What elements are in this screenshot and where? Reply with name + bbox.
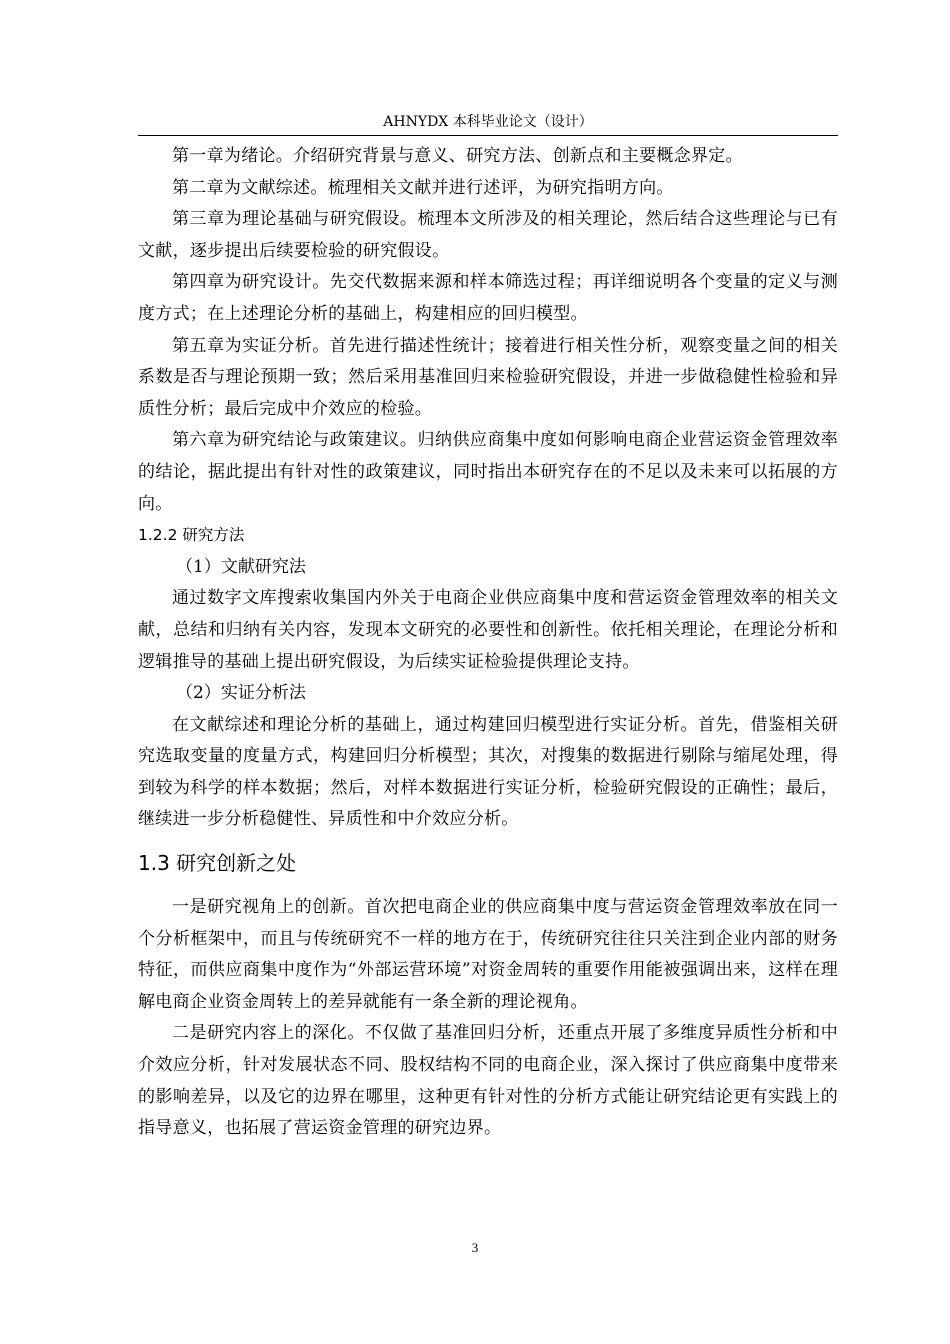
- chapter-5-paragraph: 第五章为实证分析。首先进行描述性统计；接着进行相关性分析，观察变量之间的相关系数是否与理论预期一致；然后采用基准回归来检验研究假设，并进一步做稳健性检验和异质性分析；最后完成中介效应的检验。: [138, 335, 838, 419]
- chapter-1-paragraph: 第一章为绪论。介绍研究背景与意义、研究方法、创新点和主要概念界定。: [172, 146, 743, 166]
- running-header: AHNYDX 本科毕业论文（设计）: [383, 114, 593, 130]
- section-1-2-2-heading: 1.2.2 研究方法: [138, 526, 245, 545]
- innovation-paragraph-1: 一是研究视角上的创新。首次把电商企业的供应商集中度与营运资金管理效率放在同一个分析框架中，而且与传统研究不一样的地方在于，传统研究往往只关注到企业内部的财务特征，而供应商集中度作为“外部运营环境”对资金周转的重要作用能被强调出来，这样在理解电商企业资金周转上的差异就能有一条全新的理论视角。: [138, 897, 838, 1012]
- chapter-6-paragraph: 第六章为研究结论与政策建议。归纳供应商集中度如何影响电商企业营运资金管理效率的结论，据此提出有针对性的政策建议，同时指出本研究存在的不足以及未来可以拓展的方向。: [138, 430, 838, 514]
- innovation-paragraph-2: 二是研究内容上的深化。不仅做了基准回归分析，还重点开展了多维度异质性分析和中介效应分析，针对发展状态不同、股权结构不同的电商企业，深入探讨了供应商集中度带来的影响差异，以及它的边界在哪里，这种更有针对性的分析方式能让研究结论更有实践上的指导意义，也拓展了营运资金管理的研究边界。: [138, 1023, 838, 1139]
- method-2-paragraph: 在文献综述和理论分析的基础上，通过构建回归模型进行实证分析。首先，借鉴相关研究选取变量的度量方式，构建回归分析模型；其次，对搜集的数据进行剔除与缩尾处理，得到较为科学的样本数据；然后，对样本数据进行实证分析，检验研究假设的正确性；最后，继续进一步分析稳健性、异质性和中介效应分析。: [138, 714, 838, 830]
- header-rule: [138, 135, 838, 136]
- method-2-label: （2）实证分析法: [176, 683, 306, 704]
- page-body: [138, 141, 838, 1145]
- chapter-4-paragraph: 第四章为研究设计。先交代数据来源和样本筛选过程；再详细说明各个变量的定义与测度方式；在上述理论分析的基础上，构建相应的回归模型。: [138, 272, 838, 324]
- chapter-2-paragraph: 第二章为文献综述。梳理相关文献并进行述评，为研究指明方向。: [172, 177, 674, 198]
- section-1-3-heading: 1.3 研究创新之处: [138, 851, 297, 876]
- method-1-label: （1）文献研究法: [176, 556, 306, 577]
- method-1-paragraph: 通过数字文库搜索收集国内外关于电商企业供应商集中度和营运资金管理效率的相关文献，总结和归纳有关内容，发现本文研究的必要性和创新性。依托相关理论，在理论分析和逻辑推导的基础上提出研究假设，为后续实证检验提供理论支持。: [138, 588, 838, 672]
- chapter-3-paragraph: 第三章为理论基础与研究假设。梳理本文所涉及的相关理论，然后结合这些理论与已有文献，逐步提出后续要检验的研究假设。: [138, 209, 838, 261]
- page-number: 3: [471, 1240, 479, 1255]
